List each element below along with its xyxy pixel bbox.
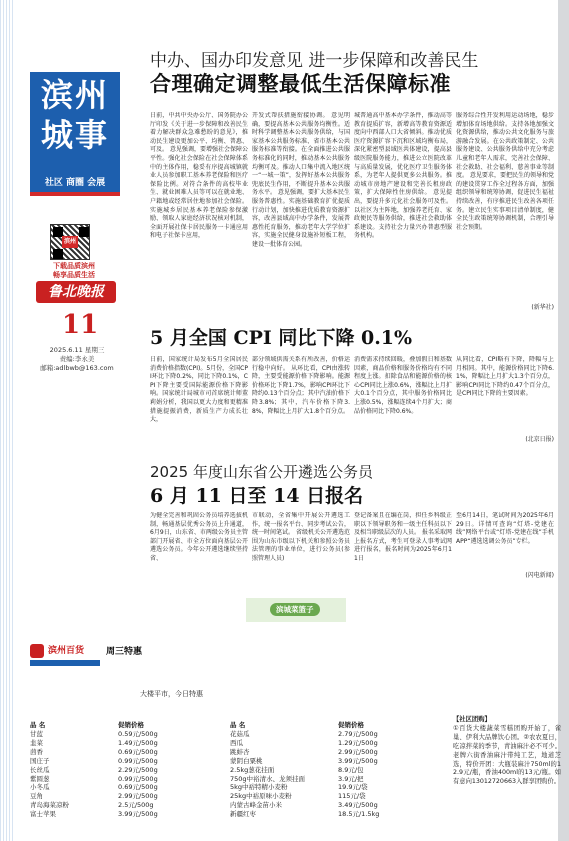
article3-col2: 市联动，全省集中开展公开遴选工作，统一报名平台、同步考试公告，统一时间笔试。 省级机关公开遴选范围为山东市级以下机关和参照公务员法管理的事业单位，进行公务员(参照管理人员) (252, 512, 350, 562)
right-item-name: 西瓜 (230, 738, 243, 747)
left-item-name: 韭菜 (30, 738, 43, 747)
group-buy-body: ①百货大楼蔬菜雪糕团购开始了，雀巢、伊利大品牌饮心团。②农农夏日，吃凉拌菜的季节，青油麻汁必不可少。老牌六街香油麻汁带纯工艺，地道芝选，特价开团：大瓶装麻汁750ml的12.9元/瓶，香油400ml的13元/瓶。如有意向13012720663入群享团购价。 (453, 724, 561, 786)
store-logo-bar (30, 660, 100, 666)
weekly-deal-title: 周三特惠 (106, 647, 143, 657)
right-item-price: 3.49元/500g (338, 801, 378, 810)
right-item-price: 2.99元/500g (338, 747, 378, 756)
left-item-price: 2.5元/500g (118, 801, 154, 810)
article3-col3: 登记备案且在编在岗，担任乡科级正职以下领导职务和一级主任科员以下及相当职级层次的人员。 报名采取网上报名方式，考生可登录人事考试网进行报名，报名时间为2025年6月11日 (354, 512, 452, 562)
article3-byline: (闪电新闻) (525, 572, 554, 579)
right-item-price: 19.9元/袋 (338, 783, 368, 792)
right-item-name: 新疆红枣 (230, 810, 256, 819)
veg-basket-badge: 滨城菜篮子 (270, 603, 320, 616)
store-logo-icon (30, 644, 44, 658)
section-subtitle: 社区 商圈 会展 (44, 178, 106, 188)
article2-headline[interactable]: 5 月全国 CPI 同比下降 0.1% (150, 327, 413, 349)
article3-headline[interactable]: 6 月 11 日至 14 日报名 (150, 485, 364, 507)
article1-col3: 城普通高中基本办学条件，推动高等教育提质扩容，新增高等教育资源适度向中西部人口大省倾斜。推动优质医疗资源扩容下沉和区域均衡布局，深化紧密型县域医共体建设，提高县级医院服务能力，推进公立医院改革与高质量发展，优化医疗卫生服务体系，为老年人提供更多公共服务。推动城市房地产建设和完善长租房政策，扩大保障性住房供给。 意见提出，要提升多元化社会服务可及性。以社区为主阵地，加强养老托育、家政便民等服务供给，推进社会救助体系建设。支持社会力量兴办普惠型服务机构。 (354, 112, 452, 240)
right-margin-bar (558, 0, 569, 841)
right-item-name: 25kg中裕原味小麦粉 (230, 792, 292, 801)
right-item-name: 蒙阴白粟桃 (230, 756, 263, 765)
group-buy-note (453, 716, 561, 787)
right-item-price: 1.29元/500g (338, 738, 378, 747)
page-number: 11 (62, 310, 99, 340)
left-item-price: 0.59元/500g (118, 730, 158, 738)
article2-byline: (北京日报) (525, 436, 554, 443)
qr-app-badge: 滨州 (62, 236, 78, 248)
right-item-price: 115元/袋 (338, 792, 366, 801)
store-line: 大楼平市，今日特惠 (140, 690, 203, 698)
left-item-name: 富士苹果 (30, 810, 56, 819)
email-line: 邮箱:adlbwb@163.com (40, 364, 114, 372)
article1-kicker: 中办、国办印发意见 进一步保障和改善民生 (150, 51, 479, 71)
paper-logo: 鲁北晚报 (36, 281, 116, 303)
section-title-line2: 城事 (40, 116, 109, 154)
article1-col2: 开发式帮扶措施衔接协调。 意见明确，要提高基本公共服务均衡性。适时科学调整基本公共服务供给，与国家基本公共服务标准、省市基本公共服务标准等衔接。在全面推进公共服务标准化的同时，推动基本公共服务均衡可及。推动人口集中流入地区统一“一城一策”，发挥好基本公共服务兜底民生作用，不断提升基本公共服务水平。 意见强调，要扩大基本民生服务普惠性。实施基础教育扩优提质行动计划，加快推进优质教育资源扩容，改善县域高中办学条件，发展普惠性托育服务，推动老年大学学位扩容，实施全民健身设施补短板工程，建设一批体育公园。 (252, 112, 350, 248)
left-item-name: 小冬瓜 (30, 783, 50, 792)
left-item-price: 0.69元/500g (118, 747, 158, 756)
right-item-price: 2.79元/500g (338, 730, 378, 738)
article2-col4: 从同比看，CPI略有下降，降幅与上月相同。其中，能源价格同比下降6.1%，降幅比上月扩大1.3个百分点，影响CPI同比下降约0.47个百分点，是CPI同比下降的主要因素。 (456, 356, 554, 398)
right-price-header: 促销价格 (338, 721, 364, 729)
left-item-price: 0.69元/500g (118, 783, 158, 792)
article1-col1: 日前，中共中央办公厅、国务院办公厅印发《关于进一步保障和改善民生 着力解决群众急难愁盼的意见》，推动民生建设更加公平、均衡、普惠、可及。 意见强调，要增强社会保障公平性。强化社会保险在社会保障体系中的主体作用，稳妥有序提高城镇就业人员参加职工基本养老保险和医疗保险比例。对符合条件的高校毕业生、就业困难人员等可以在就业地、户籍地或经常居住地参加社会保险。实施城乡居民基本养老保险参保激励、领取人家庭经济状况核对机制，全面开展社保卡居民服务一卡通应用和电子社保卡应用， (150, 112, 248, 240)
article2-col2: 部分领域供需关系有所改善，价格运行稳中向好。 从环比看，CPI由涨转降，主要受能源价格下降影响。能源价格环比下降1.7%，影响CPI环比下降约0.13个百分点；其中汽油价格下降3.8%；其中，汽车价格下降3.8%，降幅比上月扩大1.8个百分点。 (252, 356, 350, 415)
left-item-price: 2.29元/500g (118, 765, 158, 774)
article1-col4: 服务综合性开发利用运动场地，稳步增加体育场地供给。支持各地加强文化资源供给，推动公共文化服务与旅游融合发展。在公共政策制定、公共服务建设、公共服务供给中充分考虑儿童和老年人需求，完善社会保障、社会救助、社会福利、慈善事业等制度。 意见要求，要把民生的领导和党的建设贯穿工作全过程各方面，加强组织领导和统筹协调，促进民生福祉持续改善，有序推进民生改善各项任务。建立民生实事项目清单制度，健全民生政策统筹协调机制，合理引导社会预期。 (456, 112, 554, 231)
article1-headline[interactable]: 合理确定调整最低生活保障标准 (150, 71, 451, 96)
right-item-price: 3.9元/把 (338, 774, 364, 783)
article3-col4: 至6月14日，笔试时间为2025年6月29日。详情可查询“灯塔-党建在线”网络平台或“灯塔-党建在线”手机APP“遴选选调公务员”专栏。 (456, 512, 554, 545)
left-item-price: 1.49元/500g (118, 738, 158, 747)
left-item-price: 3.99元/500g (118, 810, 158, 819)
left-price-header: 促销价格 (118, 721, 144, 729)
left-item-name: 紫圆葱 (30, 774, 50, 783)
left-stripe-bar (0, 0, 14, 841)
article2-col1: 日前，国家统计局发布5月全国居民消费价格指数(CPI)。5月份，全国CPI环比下降0.2%，同比下降0.1%，CPI下降主要受国际能源价格下降影响。国家统计局城市司首席统计师董莉娟分析，我国以更大力度和更精准措施提振消费，新质生产力成长壮大， (150, 356, 248, 424)
right-name-header: 品 名 (230, 721, 246, 729)
right-item-price: 18.5元/1.5kg (338, 810, 380, 819)
right-item-name: 5kg中裕特精小麦粉 (230, 783, 288, 792)
section-title-line1: 滨州 (40, 76, 109, 114)
article3-col1: 为健全完善和巩固公务员培养选拔机制，畅通基层优秀公务员上升通道，6月9日，山东省、市两级公务员主管部门开展省、市全方位面向基层公开遴选公务员。今年公开遴选继续坚持省、 (150, 512, 248, 562)
right-item-price: 8.9元/包 (338, 765, 364, 774)
right-item-price: 3.99元/500g (338, 756, 378, 765)
qr-caption: 下载品质滨州 畅享品质生活 (53, 262, 95, 279)
editor-line: 责编:李永美 (59, 355, 95, 363)
left-item-name: 茴香 (30, 747, 43, 756)
left-item-price: 0.99元/500g (118, 756, 158, 765)
right-item-name: 跳蚌杏 (230, 747, 250, 756)
article1-byline: (新华社) (531, 304, 554, 311)
article2-col3: 消费需求持续回暖，叠加假日和基数因素，商品价格和服务价格均有不同程度上涨。扣除食品和能源价格的核心CPI同比上涨0.6%，涨幅比上月扩大0.1个百分点，其中服务价格同比上涨0.5%，涨幅连续4个月扩大；商品价格同比下降0.6%。 (354, 356, 452, 415)
left-item-name: 甘蓝 (30, 730, 43, 738)
page-meta (32, 346, 122, 373)
section-masthead (30, 72, 120, 192)
left-item-price: 0.99元/500g (118, 774, 158, 783)
group-buy-title: 【社区团购】 (453, 716, 491, 723)
left-item-name: 长丝瓜 (30, 765, 50, 774)
left-name-header: 品 名 (30, 721, 46, 729)
right-item-name: 花菇瓜 (230, 730, 250, 738)
store-logo-name: 滨州百货 (48, 646, 85, 656)
right-item-name: 内蒙古峰金苗小米 (230, 801, 282, 810)
left-item-name: 豆角 (30, 792, 43, 801)
masthead-red-rule (30, 192, 120, 196)
right-item-name: 2.5kg葱花挂面 (230, 765, 275, 774)
article3-kicker: 2025 年度山东省公开遴选公务员 (150, 463, 373, 481)
right-item-name: 750g中裕清水、龙须挂面 (230, 774, 306, 783)
left-item-price: 2.99元/500g (118, 792, 158, 801)
left-item-name: 国庄子 (30, 756, 50, 765)
left-item-name: 青岛海菜凉粉 (30, 801, 69, 810)
issue-date: 2025.6.11 星期三 (49, 346, 105, 354)
